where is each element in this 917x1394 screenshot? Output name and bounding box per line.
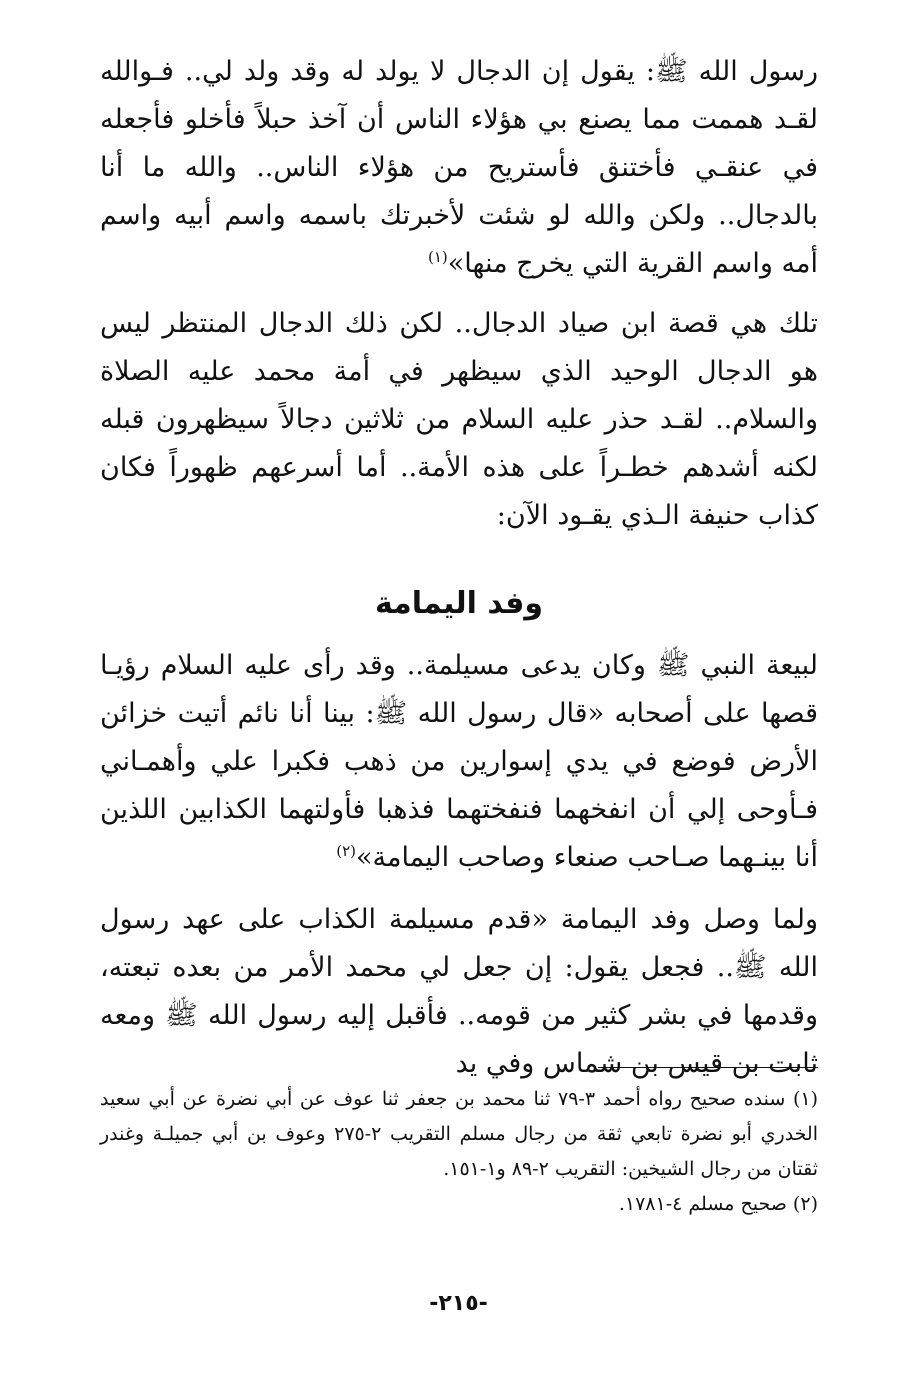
paragraph-3 — [100, 642, 818, 882]
page-number: -٢١٥- — [429, 1291, 488, 1316]
paragraph-2: تلك هي قصة ابن صياد الدجال.. لكن ذلك الدجال المنتظر ليس هو الدجال الوحيد الذي سيظهر في أمة محمد عليه الصلاة والسلام.. لقـد حذر عليه السلام من ثلاثين دجالاً سيظهرون قبله لكنه أشدهم خطـراً على هذه الأمة.. أما أسرعهم ظهوراً فكان كذاب حنيفة الـذي يقـود الآن: — [100, 308, 818, 531]
footnote-ref-2: (٢) — [336, 842, 356, 860]
section-heading: وفد اليمامة — [374, 586, 543, 621]
paragraph-1 — [100, 48, 818, 288]
paragraph-3-text: لبيعة النبي ﷺ وكان يدعى مسيلمة.. وقد رأى عليه السلام رؤيـا قصها على أصحابه «قال رسول الله ﷺ: بينا أنا نائم أتيت خزائن الأرض فوضع في يدي إسوارين من ذهب فكبرا علي وأهمـاني فـأوحى إلي أن انفخهما فنفختهما فذهبا فأولتهما الكذابين اللذين أنا بينـهما صـاحب صنعاء وصاحب اليمامة» — [100, 650, 818, 873]
footnote-divider — [598, 1067, 818, 1068]
footnotes — [100, 1082, 818, 1222]
footnote-2: (٢) صحيح مسلم ٤-١٧٨١. — [618, 1193, 818, 1215]
footnote-1: (١) سنده صحيح رواه أحمد ٣-٧٩ ثنا محمد بن جعفر ثنا عوف عن أبي نضرة عن أبي سعيد الخدري أبو نضرة تابعي ثقة من رجال مسلم التقريب ٢-٢٧٥ وعوف بن أبي جميلـة وغندر ثقتان من رجال الشيخين: التقريب ٢-٨٩ و١-١٥١. — [100, 1088, 818, 1180]
page-body — [100, 48, 818, 1088]
paragraph-4: ولما وصل وفد اليمامة «قدم مسيلمة الكذاب على عهد رسول الله ﷺ.. فجعل يقول: إن جعل لي محمد الأمر من بعده تبعته، وقدمها في بشر كثير من قومه.. فأقبل إليه رسول الله ﷺ ومعه ثابت بن قيس بن شماس وفي يد — [100, 904, 818, 1079]
footnote-ref-1: (١) — [428, 248, 448, 266]
paragraph-1-text: رسول الله ﷺ: يقول إن الدجال لا يولد له وقد ولد لي.. فـوالله لقـد هممت مما يصنع بي هؤلاء الناس أن آخذ حبلاً فأخلو فأجعله في عنقـي فأختنق فأستريح من هؤلاء الناس.. والله ما أنا بالدجال.. ولكن والله لو شئت لأخبرتك باسمه واسم أبيه واسم أمه واسم القرية التي يخرج منها» — [100, 56, 818, 279]
